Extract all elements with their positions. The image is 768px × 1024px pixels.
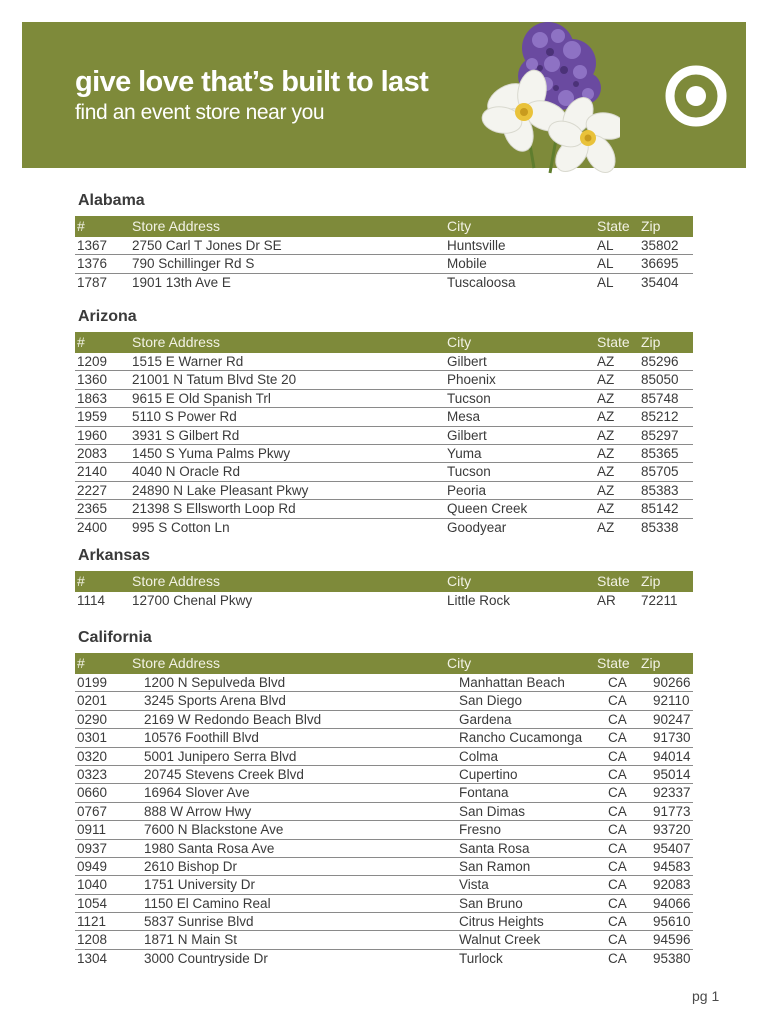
table-header	[75, 216, 693, 237]
store-number: 2227	[77, 482, 108, 498]
state-section-california	[75, 628, 693, 967]
table-header	[75, 653, 693, 674]
store-state: AZ	[597, 501, 615, 517]
store-number: 0660	[77, 785, 108, 801]
store-zip: 91773	[653, 803, 691, 819]
table-row	[75, 255, 693, 273]
store-city: Cupertino	[459, 766, 518, 782]
store-number: 0290	[77, 711, 108, 727]
store-state: CA	[608, 803, 627, 819]
banner-title: give love that’s built to last	[75, 66, 429, 98]
header-zip: Zip	[641, 218, 661, 234]
header-address: Store Address	[132, 218, 220, 234]
header-address: Store Address	[132, 334, 220, 350]
store-state: AL	[597, 274, 614, 290]
state-section-alabama	[75, 191, 693, 291]
store-city: Goodyear	[447, 519, 507, 535]
store-state: CA	[608, 932, 627, 948]
header-state: State	[597, 655, 630, 671]
store-state: CA	[608, 675, 627, 690]
store-state: AZ	[597, 519, 615, 535]
table-row	[75, 858, 693, 876]
store-address: 24890 N Lake Pleasant Pkwy	[132, 482, 309, 498]
store-city: Mobile	[447, 256, 487, 272]
store-address: 995 S Cotton Ln	[132, 519, 230, 535]
store-address: 3931 S Gilbert Rd	[132, 427, 240, 443]
store-zip: 85296	[641, 354, 679, 369]
store-city: Huntsville	[447, 238, 506, 253]
store-number: 2083	[77, 445, 108, 461]
table-header	[75, 571, 693, 592]
section-title: Arizona	[78, 308, 137, 325]
target-bullseye-logo-icon	[664, 64, 728, 128]
store-state: AZ	[597, 482, 615, 498]
store-city: Tucson	[447, 390, 491, 406]
store-zip: 92110	[653, 693, 690, 709]
store-city: Tucson	[447, 464, 491, 480]
store-zip: 95407	[653, 840, 691, 856]
store-state: AZ	[597, 464, 615, 480]
store-state: AZ	[597, 409, 615, 425]
store-zip: 85338	[641, 519, 679, 535]
store-city: Little Rock	[447, 593, 511, 608]
store-city: Queen Creek	[447, 501, 528, 517]
store-zip: 94066	[653, 895, 691, 911]
store-number: 1114	[77, 593, 106, 608]
store-address: 5001 Junipero Serra Blvd	[144, 748, 297, 764]
table-row	[75, 729, 693, 747]
store-city: Gilbert	[447, 427, 487, 443]
table-row	[75, 353, 693, 371]
store-city: San Ramon	[459, 858, 531, 874]
store-number: 0301	[77, 730, 108, 746]
store-number: 0199	[77, 675, 108, 690]
store-zip: 85142	[641, 501, 679, 517]
store-state: CA	[608, 914, 627, 930]
store-number: 1304	[77, 950, 108, 966]
store-state: AZ	[597, 390, 615, 406]
table-body	[75, 237, 693, 291]
store-zip: 94014	[653, 748, 691, 764]
store-city: Walnut Creek	[459, 932, 541, 948]
header-num: #	[77, 334, 85, 350]
store-address: 4040 N Oracle Rd	[132, 464, 241, 480]
store-address: 2750 Carl T Jones Dr SE	[132, 238, 282, 253]
store-zip: 92337	[653, 785, 691, 801]
store-state: CA	[608, 895, 627, 911]
store-zip: 95014	[653, 766, 691, 782]
table-row	[75, 821, 693, 839]
header-state: State	[597, 218, 630, 234]
store-address: 3000 Countryside Dr	[144, 950, 268, 966]
table-row	[75, 711, 693, 729]
flower-bouquet-icon	[460, 8, 620, 178]
store-state: CA	[608, 730, 627, 746]
store-state: CA	[608, 822, 627, 838]
page-number: pg 1	[692, 988, 720, 1004]
header-city: City	[447, 655, 472, 671]
header-zip: Zip	[641, 334, 661, 350]
banner-subtitle: find an event store near you	[75, 101, 325, 124]
store-zip: 36695	[641, 256, 679, 272]
table-row	[75, 463, 693, 481]
store-address: 888 W Arrow Hwy	[144, 803, 252, 819]
table-row	[75, 766, 693, 784]
store-zip: 91730	[653, 730, 691, 746]
store-state: CA	[608, 950, 627, 966]
store-number: 1787	[77, 274, 108, 290]
section-title: California	[78, 629, 152, 646]
table-row	[75, 390, 693, 408]
table-row	[75, 674, 693, 692]
table-row	[75, 840, 693, 858]
store-state: AZ	[597, 354, 615, 369]
store-number: 1360	[77, 372, 108, 388]
header-zip: Zip	[641, 655, 661, 671]
table-row	[75, 592, 693, 609]
store-number: 1959	[77, 409, 108, 425]
store-number: 2365	[77, 501, 108, 517]
store-city: Manhattan Beach	[459, 675, 565, 690]
header-city: City	[447, 334, 472, 350]
store-state: CA	[608, 693, 627, 709]
table-row	[75, 876, 693, 894]
store-number: 2140	[77, 464, 108, 480]
table-body	[75, 353, 693, 536]
store-city: Colma	[459, 748, 499, 764]
store-number: 1209	[77, 354, 108, 369]
store-state: CA	[608, 877, 627, 893]
store-zip: 90247	[653, 711, 691, 727]
store-zip: 35404	[641, 274, 679, 290]
table-header	[75, 332, 693, 353]
table-row	[75, 692, 693, 710]
header-zip: Zip	[641, 573, 661, 589]
store-state: CA	[608, 766, 627, 782]
store-zip: 94596	[653, 932, 691, 948]
store-city: Santa Rosa	[459, 840, 530, 856]
store-zip: 95610	[653, 914, 691, 930]
table-row	[75, 237, 693, 255]
store-address: 21398 S Ellsworth Loop Rd	[132, 501, 296, 517]
table-row	[75, 913, 693, 931]
store-address: 20745 Stevens Creek Blvd	[144, 766, 304, 782]
store-city: Yuma	[447, 445, 482, 461]
table-body	[75, 592, 693, 609]
store-number: 0323	[77, 766, 108, 782]
store-address: 1515 E Warner Rd	[132, 354, 244, 369]
store-city: Tuscaloosa	[447, 274, 516, 290]
table-row	[75, 895, 693, 913]
table-row	[75, 274, 693, 291]
store-city: Citrus Heights	[459, 914, 544, 930]
store-city: Gilbert	[447, 354, 487, 369]
store-state: AZ	[597, 427, 615, 443]
store-city: Peoria	[447, 482, 487, 498]
store-number: 0201	[77, 693, 108, 709]
store-number: 1121	[77, 914, 107, 930]
store-address: 1871 N Main St	[144, 932, 238, 948]
store-zip: 85297	[641, 427, 679, 443]
store-address: 5837 Sunrise Blvd	[144, 914, 254, 930]
store-address: 1980 Santa Rosa Ave	[144, 840, 275, 856]
section-title: Alabama	[78, 192, 145, 209]
table-row	[75, 445, 693, 463]
store-zip: 85383	[641, 482, 679, 498]
table-row	[75, 500, 693, 518]
table-row	[75, 931, 693, 949]
table-row	[75, 784, 693, 802]
store-state: CA	[608, 785, 627, 801]
store-zip: 85212	[641, 409, 679, 425]
store-zip: 94583	[653, 858, 691, 874]
section-title: Arkansas	[78, 547, 151, 564]
store-state: CA	[608, 748, 627, 764]
store-city: Turlock	[459, 950, 503, 966]
table-body	[75, 674, 693, 967]
state-section-arkansas	[75, 546, 693, 609]
table-row	[75, 371, 693, 389]
store-zip: 92083	[653, 877, 691, 893]
store-city: Rancho Cucamonga	[459, 730, 583, 746]
store-address: 2610 Bishop Dr	[144, 858, 238, 874]
store-number: 1376	[77, 256, 108, 272]
store-city: Gardena	[459, 711, 512, 727]
store-address: 10576 Foothill Blvd	[144, 730, 259, 746]
store-city: Fresno	[459, 822, 502, 838]
table-row	[75, 482, 693, 500]
store-state: AZ	[597, 372, 615, 388]
header-num: #	[77, 573, 85, 589]
store-zip: 85365	[641, 445, 679, 461]
store-zip: 72211	[641, 593, 678, 608]
store-number: 1054	[77, 895, 108, 911]
table-row	[75, 427, 693, 445]
store-address: 1150 El Camino Real	[144, 895, 271, 911]
store-state: AL	[597, 256, 614, 272]
store-city: San Bruno	[459, 895, 523, 911]
store-zip: 35802	[641, 238, 679, 253]
store-city: San Dimas	[459, 803, 526, 819]
header-num: #	[77, 655, 85, 671]
header-banner	[22, 22, 746, 168]
header-state: State	[597, 334, 630, 350]
header-state: State	[597, 573, 630, 589]
store-number: 1960	[77, 427, 108, 443]
table-row	[75, 748, 693, 766]
store-state: AR	[597, 593, 616, 608]
store-number: 1367	[77, 238, 108, 253]
store-state: CA	[608, 711, 627, 727]
store-zip: 90266	[653, 675, 691, 690]
store-zip: 95380	[653, 950, 691, 966]
store-address: 9615 E Old Spanish Trl	[132, 390, 271, 406]
store-city: Vista	[459, 877, 489, 893]
store-number: 1863	[77, 390, 108, 406]
store-address: 1200 N Sepulveda Blvd	[144, 675, 286, 690]
store-city: Fontana	[459, 785, 509, 801]
store-zip: 93720	[653, 822, 691, 838]
store-address: 7600 N Blackstone Ave	[144, 822, 284, 838]
store-address: 16964 Slover Ave	[144, 785, 250, 801]
store-state: AL	[597, 238, 614, 253]
store-number: 0767	[77, 803, 108, 819]
store-zip: 85748	[641, 390, 679, 406]
store-city: San Diego	[459, 693, 523, 709]
store-state: CA	[608, 840, 627, 856]
header-city: City	[447, 573, 472, 589]
header-num: #	[77, 218, 85, 234]
table-row	[75, 950, 693, 967]
store-address: 2169 W Redondo Beach Blvd	[144, 711, 322, 727]
state-section-arizona	[75, 307, 693, 536]
header-city: City	[447, 218, 472, 234]
store-address: 21001 N Tatum Blvd Ste 20	[132, 372, 297, 388]
table-row	[75, 519, 693, 536]
table-row	[75, 803, 693, 821]
store-address: 12700 Chenal Pkwy	[132, 593, 253, 608]
header-address: Store Address	[132, 655, 220, 671]
store-address: 790 Schillinger Rd S	[132, 256, 255, 272]
store-address: 1450 S Yuma Palms Pkwy	[132, 445, 291, 461]
table-row	[75, 408, 693, 426]
store-number: 1040	[77, 877, 108, 893]
store-city: Phoenix	[447, 372, 496, 388]
store-zip: 85050	[641, 372, 679, 388]
store-number: 0937	[77, 840, 108, 856]
store-address: 5110 S Power Rd	[132, 409, 237, 425]
store-city: Mesa	[447, 409, 481, 425]
store-address: 3245 Sports Arena Blvd	[144, 693, 286, 709]
store-state: AZ	[597, 445, 615, 461]
store-number: 1208	[77, 932, 108, 948]
store-number: 0949	[77, 858, 108, 874]
store-state: CA	[608, 858, 627, 874]
header-address: Store Address	[132, 573, 220, 589]
store-number: 0911	[77, 822, 107, 838]
store-address: 1901 13th Ave E	[132, 274, 231, 290]
store-number: 2400	[77, 519, 108, 535]
store-zip: 85705	[641, 464, 679, 480]
store-number: 0320	[77, 748, 108, 764]
store-address: 1751 University Dr	[144, 877, 256, 893]
